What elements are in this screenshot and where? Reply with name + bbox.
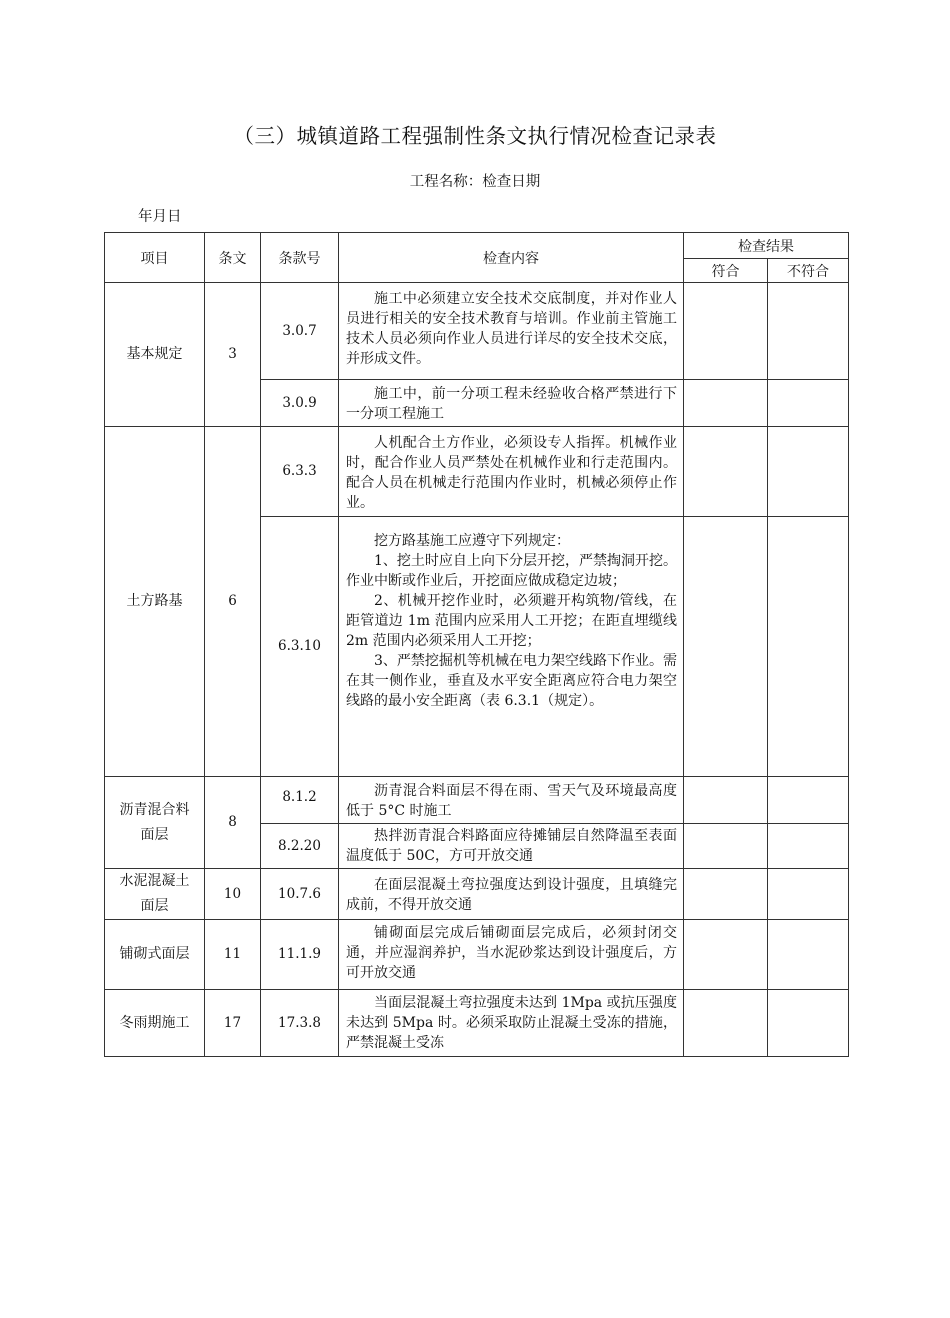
nonconform-cell[interactable] — [768, 380, 849, 427]
clause-no-cell: 11.1.9 — [261, 920, 339, 990]
content-cell — [339, 920, 684, 990]
item-cell: 土方路基 — [105, 427, 205, 777]
clause-no-cell: 6.3.10 — [261, 517, 339, 777]
table-row — [105, 869, 849, 920]
content-text: 铺砌面层完成后铺砌面层完成后，必须封闭交通，并应湿润养护，当水泥砂浆达到设计强度后，方可开放交通 — [346, 925, 677, 981]
content-text: 热拌沥青混合料路面应待摊铺层自然降温至表面温度低于 50C，方可开放交通 — [346, 828, 677, 864]
header-clause-no: 条款号 — [261, 233, 339, 283]
inspection-record-table — [104, 232, 849, 1057]
nonconform-cell[interactable] — [768, 427, 849, 517]
header-content: 检查内容 — [339, 233, 684, 283]
date-line: 年月日 — [138, 209, 182, 225]
item-cell: 铺砌式面层 — [105, 920, 205, 990]
project-name-line: 工程名称：检查日期 — [409, 174, 541, 190]
table-row — [105, 777, 849, 824]
article-cell: 3 — [205, 283, 261, 427]
article-cell: 10 — [205, 869, 261, 920]
article-cell: 11 — [205, 920, 261, 990]
content-cell — [339, 517, 684, 777]
clause-no-cell: 17.3.8 — [261, 990, 339, 1057]
clause-no-cell: 10.7.6 — [261, 869, 339, 920]
conform-cell[interactable] — [684, 824, 768, 869]
nonconform-cell[interactable] — [768, 990, 849, 1057]
header-conform: 符合 — [684, 259, 768, 283]
nonconform-cell[interactable] — [768, 869, 849, 920]
conform-cell[interactable] — [684, 990, 768, 1057]
content-cell — [339, 869, 684, 920]
item-line: 面层 — [140, 826, 169, 843]
content-cell — [339, 380, 684, 427]
conform-cell[interactable] — [684, 427, 768, 517]
nonconform-cell[interactable] — [768, 777, 849, 824]
conform-cell[interactable] — [684, 380, 768, 427]
table-row — [105, 920, 849, 990]
table-row — [105, 283, 849, 380]
conform-cell[interactable] — [684, 777, 768, 824]
header-item: 项目 — [105, 233, 205, 283]
nonconform-cell[interactable] — [768, 517, 849, 777]
content-cell — [339, 777, 684, 824]
article-cell: 8 — [205, 777, 261, 869]
content-text: 当面层混凝土弯拉强度未达到 1Mpa 或抗压强度未达到 5Mpa 时。必须采取防止混凝土受冻的措施，严禁混凝土受冻 — [346, 995, 677, 1051]
item-line: 沥青混合料 — [119, 801, 190, 818]
nonconform-cell[interactable] — [768, 824, 849, 869]
content-text: 施工中必须建立安全技术交底制度，并对作业人员进行相关的安全技术教育与培训。作业前主管施工技术人员必须向作业人员进行详尽的安全技术交底，并形成文件。 — [346, 291, 677, 367]
clause-no-cell: 8.1.2 — [261, 777, 339, 824]
content-cell — [339, 990, 684, 1057]
content-cell — [339, 427, 684, 517]
content-cell — [339, 283, 684, 380]
clause-no-cell: 6.3.3 — [261, 427, 339, 517]
content-text: 在面层混凝土弯拉强度达到设计强度，且填缝完成前，不得开放交通 — [346, 877, 677, 913]
header-nonconform: 不符合 — [768, 259, 849, 283]
conform-cell[interactable] — [684, 869, 768, 920]
nonconform-cell[interactable] — [768, 920, 849, 990]
table-row — [105, 427, 849, 517]
item-cell — [105, 869, 205, 920]
header-row — [105, 233, 849, 259]
item-line: 水泥混凝土 — [119, 873, 190, 889]
item-cell: 冬雨期施工 — [105, 990, 205, 1057]
item-cell: 基本规定 — [105, 283, 205, 427]
article-cell: 6 — [205, 427, 261, 777]
conform-cell[interactable] — [684, 517, 768, 777]
item-cell — [105, 777, 205, 869]
content-text: 1、挖土时应自上向下分层开挖，严禁掏洞开挖。作业中断或作业后，开挖面应做成稳定边坡； — [346, 553, 677, 589]
header-result: 检查结果 — [684, 233, 849, 259]
content-text: 3、严禁挖掘机等机械在电力架空线路下作业。需在其一侧作业，垂直及水平安全距离应符合电力架空线路的最小安全距离（表 6.3.1（规定）。 — [346, 653, 677, 709]
nonconform-cell[interactable] — [768, 283, 849, 380]
conform-cell[interactable] — [684, 283, 768, 380]
conform-cell[interactable] — [684, 920, 768, 990]
clause-no-cell: 3.0.9 — [261, 380, 339, 427]
content-cell — [339, 824, 684, 869]
table-row — [105, 990, 849, 1057]
clause-no-cell: 3.0.7 — [261, 283, 339, 380]
content-text: 挖方路基施工应遵守下列规定： — [374, 533, 570, 549]
item-line: 面层 — [140, 898, 169, 914]
content-text: 2、机械开挖作业时，必须避开构筑物/管线，在距管道边 1m 范围内应采用人工开挖；在距直埋缆线 2m 范围内必须采用人工开挖； — [346, 593, 677, 649]
clause-no-cell: 8.2.20 — [261, 824, 339, 869]
header-article: 条文 — [205, 233, 261, 283]
page-title: （三）城镇道路工程强制性条文执行情况检查记录表 — [233, 124, 717, 148]
content-text: 施工中，前一分项工程未经验收合格严禁进行下一分项工程施工 — [346, 386, 677, 422]
content-text: 沥青混合料面层不得在雨、雪天气及环境最高度低于 5°C 时施工 — [346, 783, 677, 819]
article-cell: 17 — [205, 990, 261, 1057]
content-text: 人机配合土方作业，必须设专人指挥。机械作业时，配合作业人员严禁处在机械作业和行走范围内。配合人员在机械走行范围内作业时，机械必须停止作业。 — [346, 435, 677, 511]
